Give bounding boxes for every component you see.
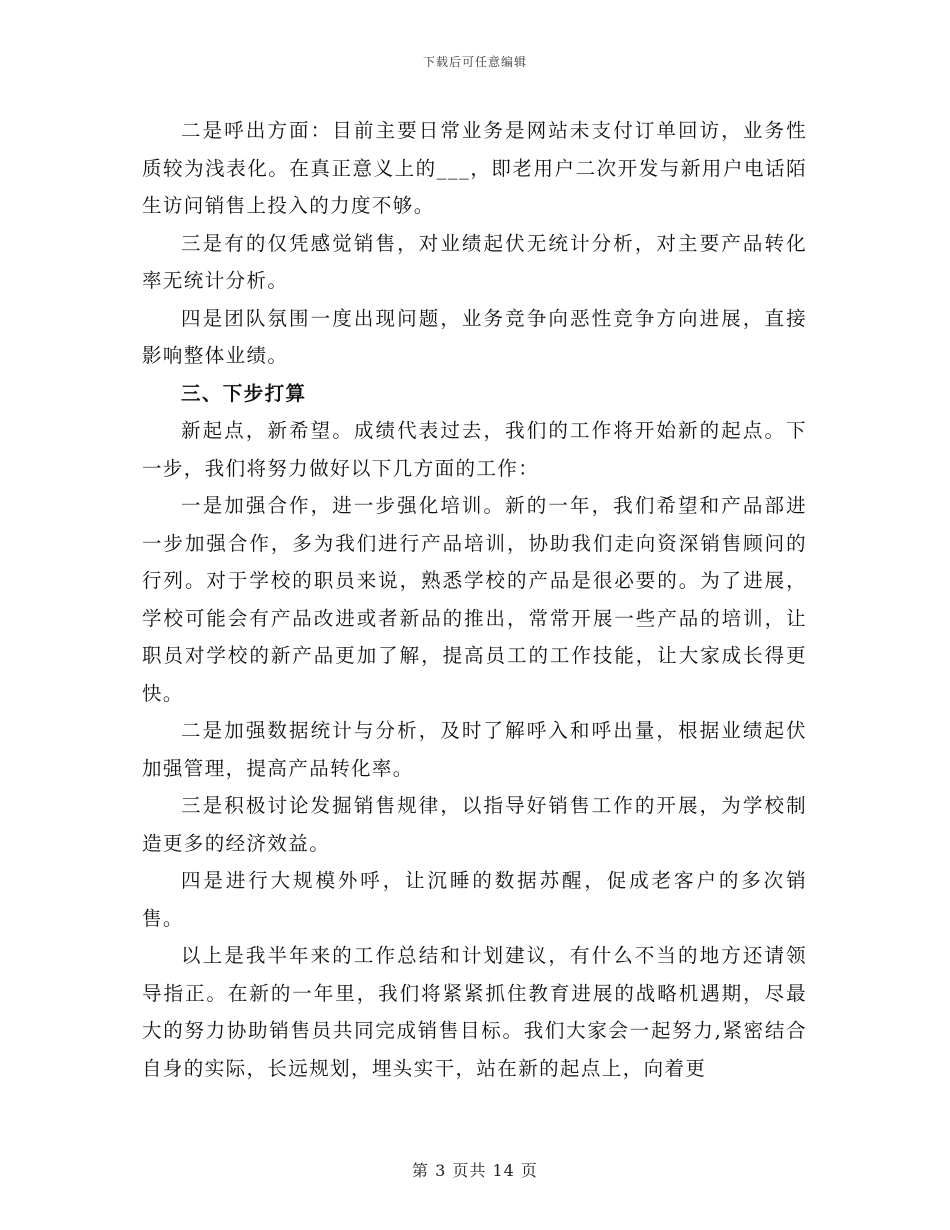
paragraph: 三是有的仅凭感觉销售，对业绩起伏无统计分析，对主要产品转化率无统计分析。 — [142, 231, 807, 292]
paragraph: 以上是我半年来的工作总结和计划建议，有什么不当的地方还请领导指正。在新的一年里，我们将紧紧抓住教育进展的战略机遇期，尽最大的努力协助销售员共同完成销售目标。我们大家会一起努力,紧密结合自身的实际，长远规划，埋头实干，站在新的起点上，向着更 — [142, 944, 807, 1080]
paragraph: 二是加强数据统计与分析，及时了解呼入和呼出量，根据业绩起伏加强管理，提高产品转化率。 — [142, 719, 807, 780]
paragraph: 一是加强合作，进一步强化培训。新的一年，我们希望和产品部进一步加强合作，多为我们进行产品培训，协助我们走向资深销售顾问的行列。对于学校的职员来说，熟悉学校的产品是很必要的。为了进展，学校可能会有产品改进或者新品的推出，常常开展一些产品的培训，让职员对学校的新产品更加了解，提高员工的工作技能，让大家成长得更快。 — [142, 494, 807, 705]
paragraph: 三是积极讨论发掘销售规律，以指导好销售工作的开展，为学校制造更多的经济效益。 — [142, 794, 807, 855]
paragraph: 四是进行大规模外呼，让沉睡的数据苏醒，促成老客户的多次销售。 — [142, 869, 807, 930]
document-body — [142, 112, 807, 1087]
page-footer: 第 3 页共 14 页 — [412, 1161, 538, 1180]
paragraph: 二是呼出方面：目前主要日常业务是网站未支付订单回访，业务性质较为浅表化。在真正意义上的___，即老用户二次开发与新用户电话陌生访问销售上投入的力度不够。 — [142, 119, 807, 217]
section-heading: 三、下步打算 — [181, 381, 307, 405]
paragraph: 新起点，新希望。成绩代表过去，我们的工作将开始新的起点。下一步，我们将努力做好以下几方面的工作： — [142, 419, 807, 480]
paragraph: 四是团队氛围一度出现问题，业务竞争向恶性竞争方向进展，直接影响整体业绩。 — [142, 306, 807, 367]
page-header: 下载后可任意编辑 — [422, 55, 527, 69]
